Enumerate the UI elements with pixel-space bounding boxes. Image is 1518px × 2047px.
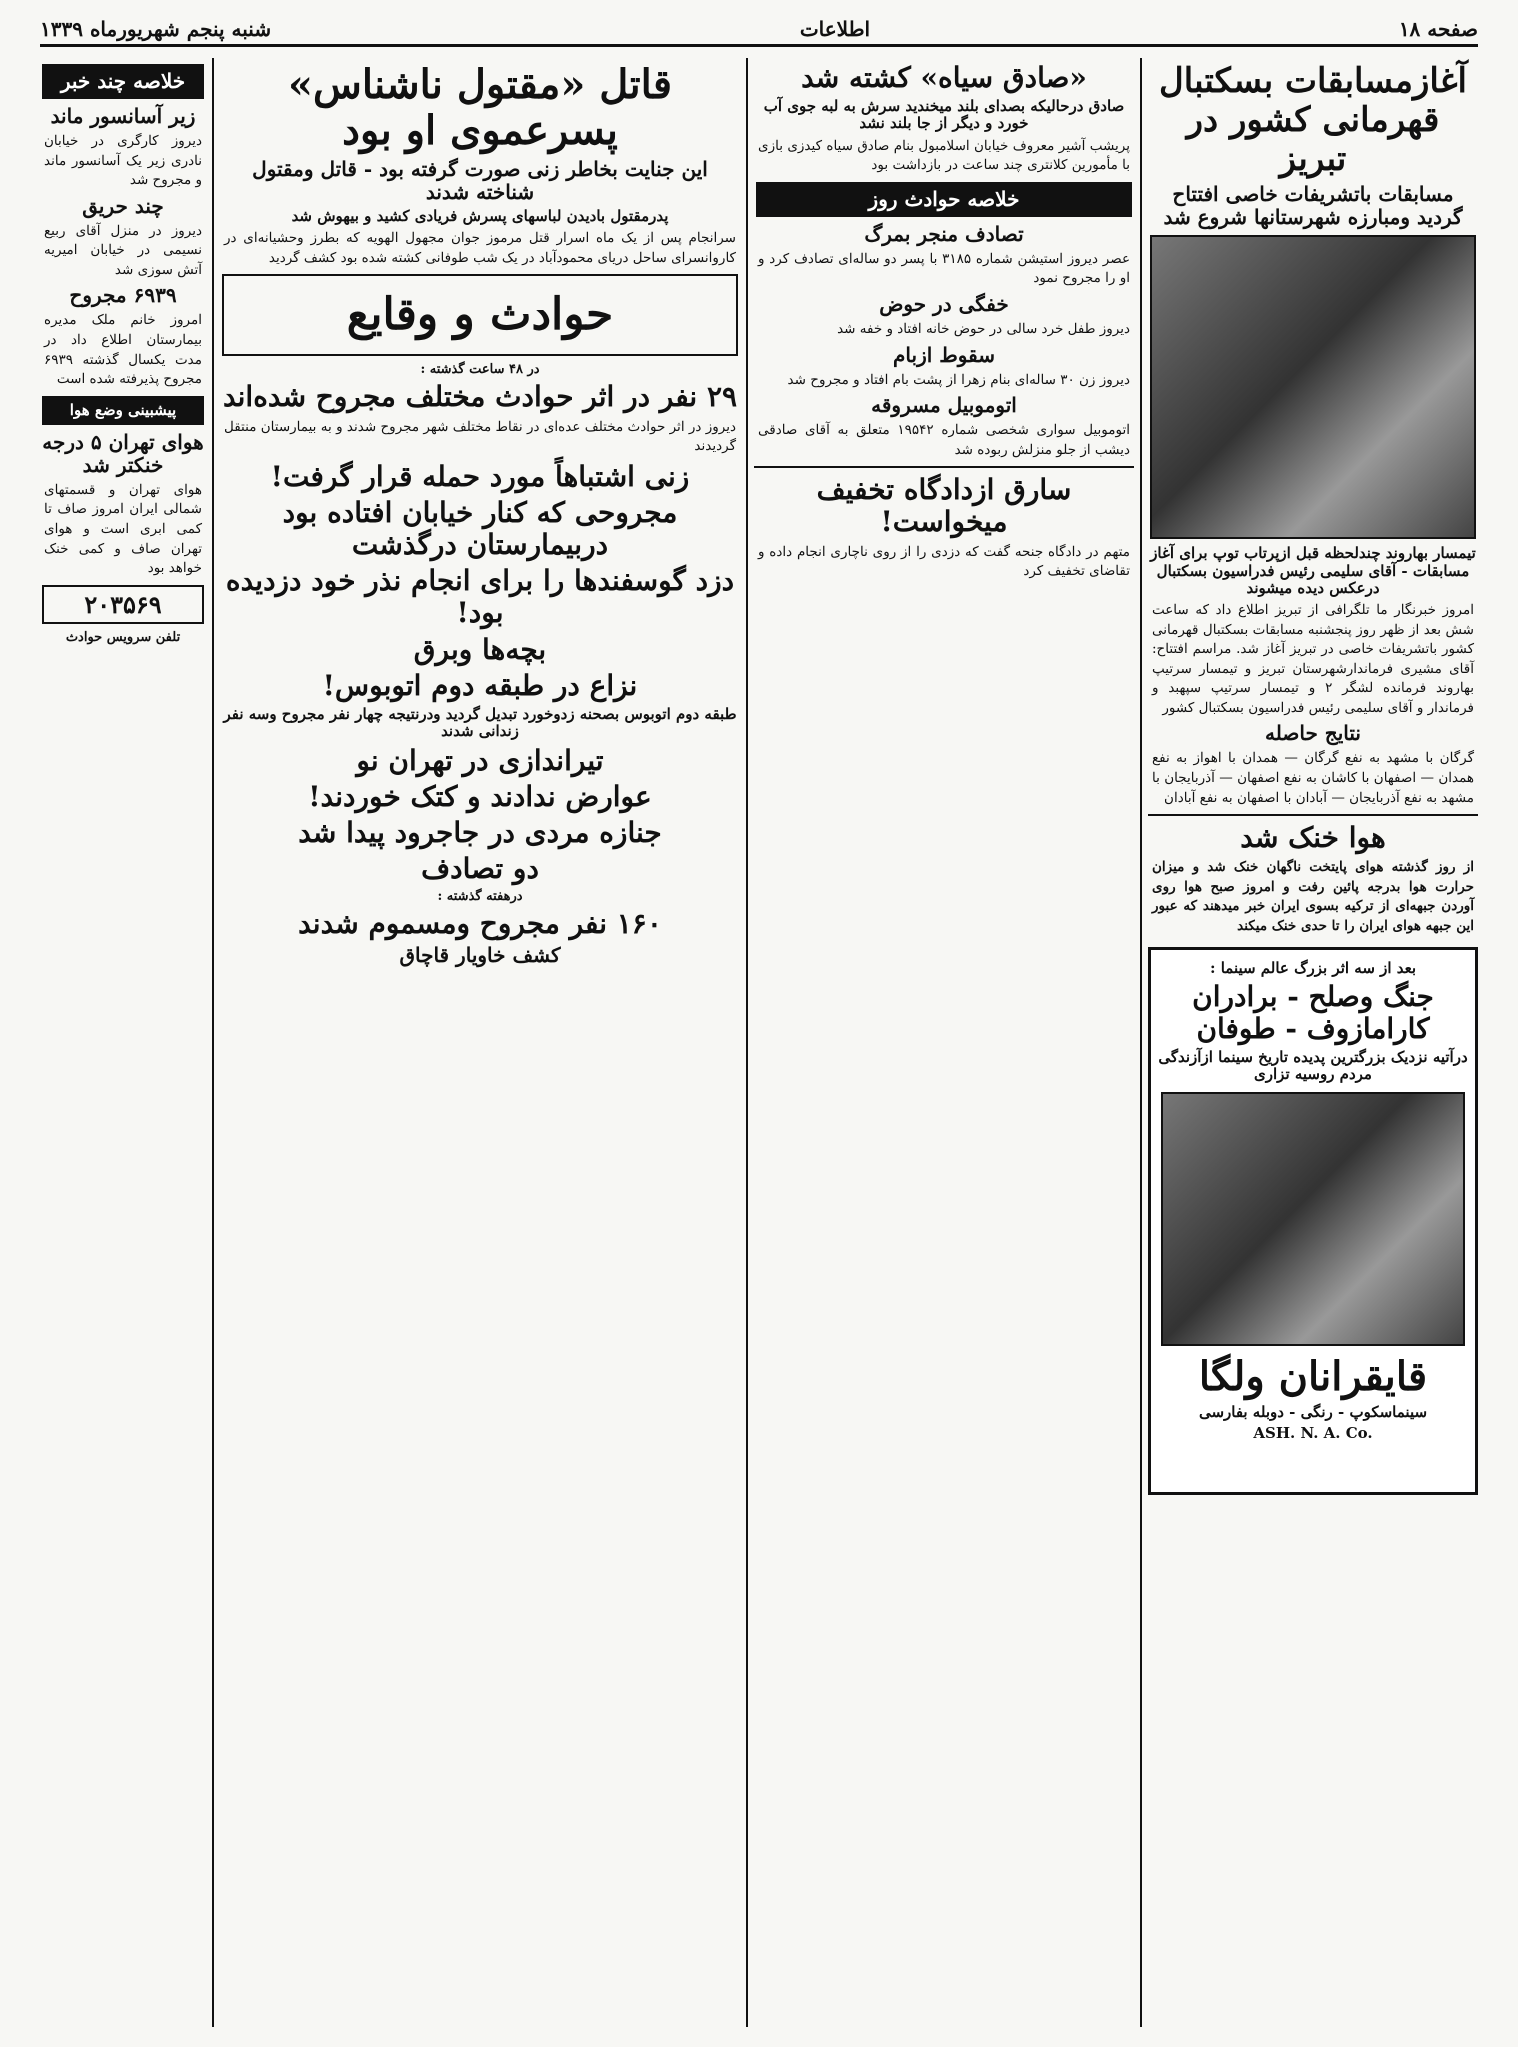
murder-deck: پدرمقتول بادیدن لباسهای پسرش فریادی کشید و بیهوش شد	[291, 207, 669, 225]
paper-name: اطلاعات	[799, 17, 871, 41]
ad-subtitle: درآتیه نزدیک بزرگترین پدیده تاریخ سینما ازآزندگی مردم روسیه تزاری	[1158, 1048, 1468, 1084]
weather-forecast-banner: پیشبینی وضع هوا	[42, 396, 204, 425]
fires-headline: چند حریق	[82, 193, 164, 218]
divider	[754, 466, 1134, 468]
column-news-briefs	[754, 58, 1134, 2027]
fires-body: دیروز در منزل آقای ربیع نسیمی در خیابان امیریه آتش سوزی شد	[44, 222, 202, 278]
story-headline-injured: ۲۹ نفر در اثر حوادث مختلف مجروح شده‌اند	[222, 380, 738, 414]
story-body-injured: دیروز در اثر حوادث مختلف عده‌ای در نقاط مختلف شهر مجروح شدند و به بیمارستان منتقل گردیدند	[224, 418, 736, 455]
results-body: گرگان با مشهد به نفع گرگان — همدان با اهواز به نفع همدان — اصفهان با کاشان به نفع اصفهان — آذربایجان با مشهد به نفع آذربایجان — آبادان با اصفهان به نفع آبادان	[1152, 750, 1474, 806]
story-headline-sheep: دزد گوسفندها را برای انجام نذر خود دزدیده بود!	[225, 564, 735, 630]
ad-company: ASH. N. A. Co.	[1253, 1423, 1373, 1442]
page-number: صفحه ۱۸	[1398, 17, 1478, 41]
story-headline-shooting: تیراندازی در تهران نو	[356, 743, 604, 777]
cinema-ad	[1148, 947, 1478, 1495]
brief-body-2: دیروز طفل خرد سالی در حوض خانه افتاد و خفه شد	[837, 320, 1130, 337]
story-headline-caviar: کشف خاویار قاچاق	[399, 943, 561, 968]
brief-headline-1: تصادف منجر بمرگ	[864, 221, 1024, 246]
thief-body: متهم در دادگاه جنحه گفت که دزدی را از روی ناچاری انجام داده و تقاضای تخفیف کرد	[758, 543, 1130, 580]
forecast-headline: هوای تهران ۵ درجه خنکتر شد	[42, 429, 204, 477]
murder-body: سرانجام پس از یک ماه اسرار قتل مرموز جوان مجهول الهویه که بطرز وحشیانه‌ای در کاروانسرای ساحل دریای محمودآباد در یک شب طوفانی کشته شده بود کشف گردید	[224, 230, 736, 266]
ad-intro: بعد از سه اثر بزرگ عالم سینما :	[1209, 958, 1417, 977]
page-header	[40, 14, 1478, 47]
issue-date: شنبه پنجم شهریورماه ۱۳۳۹	[40, 17, 272, 41]
ad-films: جنگ وصلح - برادران کارامازوف - طوفان	[1192, 979, 1434, 1045]
story-headline-tolls: عوارض ندادند و کتک خوردند!	[308, 779, 652, 813]
brief-headline-3: سقوط ازبام	[893, 342, 995, 367]
divider	[1148, 814, 1478, 816]
sadegh-headline: «صادق سیاه» کشته شد	[801, 61, 1087, 94]
basketball-headline: آغازمسابقات بسکتبال قهرمانی کشور در تبریز	[1159, 61, 1467, 180]
thief-headline: سارق ازدادگاه تخفیف میخواست!	[816, 473, 1072, 539]
basketball-photo	[1150, 235, 1476, 539]
brief-headline-2: خفگی در حوض	[879, 291, 1009, 316]
phone-number: ۲۰۳۵۶۹	[42, 585, 204, 625]
column-rule	[1140, 58, 1142, 2027]
results-heading: نتایج حاصله	[1265, 721, 1361, 746]
brief-body-3: دیروز زن ۳۰ ساله‌ای بنام زهرا از پشت بام افتاد و مجروح شد	[787, 371, 1130, 388]
photo-caption: تیمسار بهاروند چندلحظه قبل ازپرتاب توپ برای آغاز مسابقات - آقای سلیمی رئیس فدراسیون بسکتبال درعکس دیده میشوند	[1150, 544, 1476, 597]
events-banner-time: در ۴۸ ساعت گذشته :	[420, 362, 540, 378]
story-pre-poisoned: درهفته گذشته :	[437, 889, 523, 905]
story-headline-hospital: مجروحی که کنار خیابان افتاده بود دربیمارستان درگذشت	[282, 495, 678, 562]
ad-footer: سینماسکوپ - رنگی - دوبله بفارسی	[1198, 1402, 1428, 1421]
brief-headline-4: اتوموبیل مسروقه	[871, 393, 1017, 418]
murder-headline: قاتل «مقتول ناشناس» پسرعموی او بود	[288, 61, 672, 154]
basketball-body: امروز خبرنگار ما تلگرافی از تبریز اطلاع داد که ساعت شش بعد از ظهر روز پنجشنبه مسابقات بسکتبال قهرمانی کشور باتشریفات خاصی در تبریز آغاز شد. مراسم افتتاح: آقای مشیری فرماندارشهرستان تبریز و تیمسار سرتیپ بهاروند فرمانده لشگر ۲ و تیمسار سرتیپ سپهبد و فرماندار و آقای سلیمی رئیس فدراسیون بسکتبال کشور	[1152, 602, 1475, 716]
injured-count-body: امروز خانم ملک مدیره بیمارستان اطلاع داد در مدت یکسال گذشته ۶۹۳۹ مجروح پذیرفته شده است	[44, 312, 202, 388]
elevator-headline: زیر آسانسور ماند	[50, 104, 196, 128]
story-subheadline-bus: طبقه دوم اتوبوس بصحنه زدوخورد تبدیل گردید ودرنتیجه چهار نفر مجروح وسه نفر زندانی شدند	[223, 705, 737, 741]
murder-subheadline: این جنایت بخاطر زنی صورت گرفته بود - قاتل ومقتول شناخته شدند	[252, 157, 708, 204]
events-banner: حوادث و وقایع	[222, 274, 738, 356]
forecast-body: هوای تهران و قسمتهای شمالی ایران امروز صاف تا کمی ابری است و هوای تهران صاف و کمی خنک خواهد بود	[44, 481, 202, 577]
column-main-story	[220, 58, 740, 2027]
story-headline-bus: نزاع در طبقه دوم اتوبوس!	[322, 668, 638, 702]
weather-body: از روز گذشته هوای پایتخت ناگهان خنک شد و میزان حرارت هوا بدرجه پائین رفت و امروز صبح هوا روی آوردن جبهه‌ای از ترکیه بسوی ایران خبر میدهند که عبور این جبهه هوای ایران را تا حدی خنک میکند	[1152, 859, 1474, 934]
column-rule	[746, 58, 748, 2027]
elevator-body: دیروز کارگری در خیابان نادری زیر یک آسانسور ماند و مجروح شد	[44, 133, 202, 189]
story-headline-poisoned: ۱۶۰ نفر مجروح ومسموم شدند	[298, 907, 662, 941]
brief-body-4: اتوموبیل سواری شخصی شماره ۱۹۵۴۲ متعلق به آقای صادقی دیشب از جلو منزلش ربوده شد	[758, 422, 1130, 458]
brief-body-1: عصر دیروز استیشن شماره ۳۱۸۵ با پسر دو ساله‌ای تصادف کرد و او را مجروح نمود	[758, 250, 1131, 287]
weather-headline: هوا خنک شد	[1240, 821, 1386, 855]
sadegh-body: پریشب آشیر معروف خیابان اسلامبول بنام صادق سیاه کیدزی بازی با مأمورین کلانتری چند ساعت در بازداشت بود	[758, 137, 1130, 174]
story-headline-body-found: جنازه مردی در جاجرود پیدا شد	[298, 815, 662, 849]
basketball-subheadline: مسابقات باتشریفات خاصی افتتاح گردید ومبارزه شهرستانها شروع شد	[1163, 182, 1463, 230]
story-headline-children: بچه‌ها وبرق	[413, 632, 547, 666]
phone-number-label: تلفن سرویس حوادث	[65, 630, 181, 646]
column-sports	[1148, 58, 1478, 2027]
story-headline-accidents: دو تصادف	[421, 852, 539, 886]
ad-illustration	[1161, 1092, 1465, 1346]
story-headline-attack: زنی اشتباهاً مورد حمله قرار گرفت!	[270, 459, 690, 493]
briefs-banner: خلاصه چند خبر	[42, 64, 204, 99]
column-left-briefs	[40, 58, 206, 2027]
column-rule	[212, 58, 214, 2027]
sadegh-subheadline: صادق درحالیکه بصدای بلند میخندید سرش به لبه جوی آب خورد و دیگر از جا بلند نشد	[763, 97, 1125, 133]
daily-events-banner: خلاصه حوادث روز	[756, 182, 1132, 217]
ad-film-title: قایقرانان ولگا	[1198, 1352, 1428, 1400]
injured-count-headline: ۶۹۳۹ مجروح	[69, 283, 177, 308]
